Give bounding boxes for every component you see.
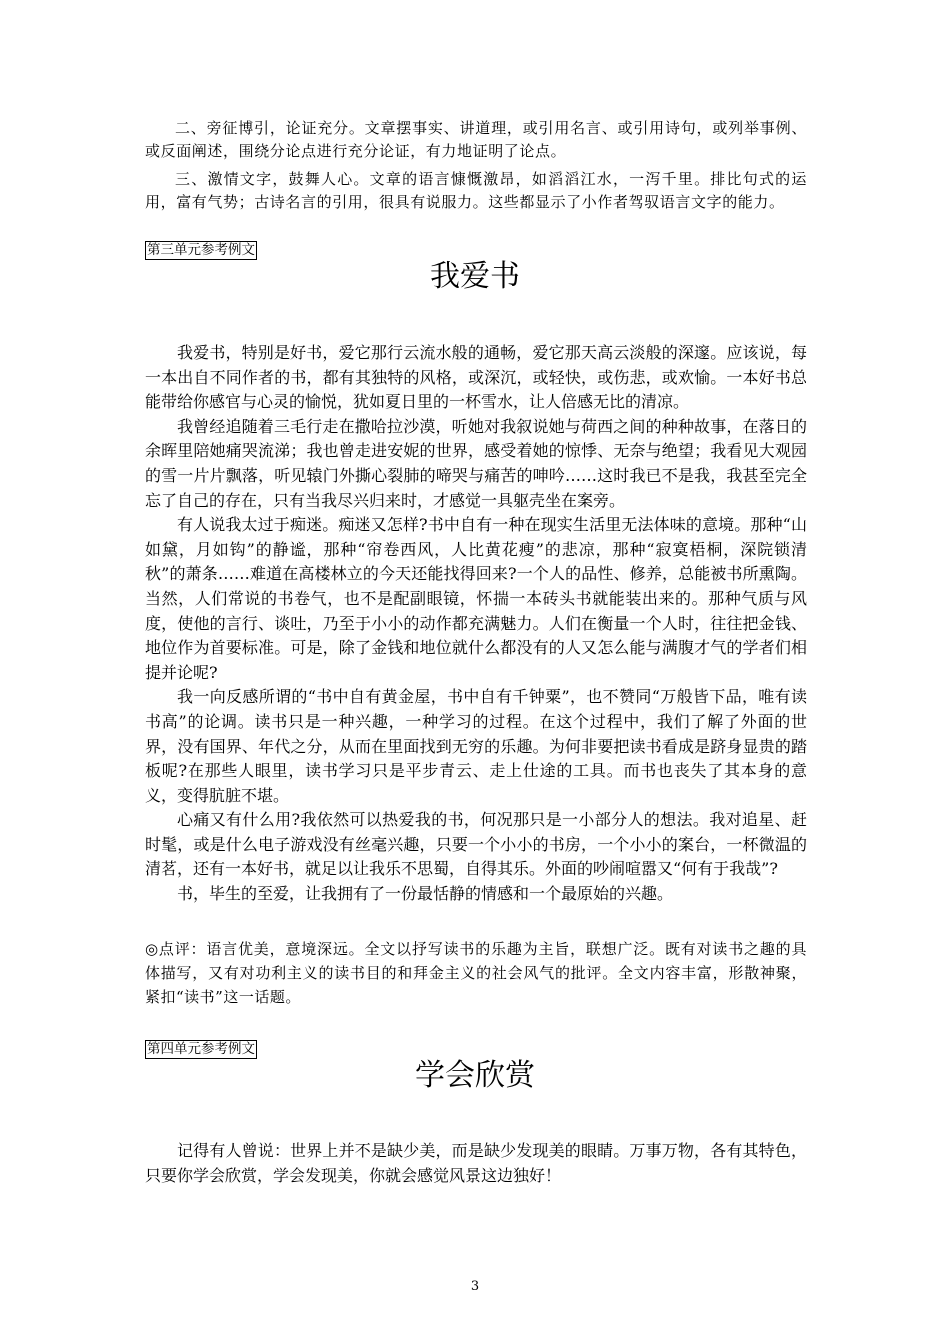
page-number: 3 xyxy=(470,1279,480,1294)
essay-paragraph: 我爱书，特别是好书，爱它那行云流水般的通畅，爱它那天高云淡般的深邃。应该说，每一本出自不同作者的书，都有其独特的风格，或深沉，或轻快，或伤悲，或欢愉。一本好书总能带给你感官与心灵的愉悦，犹如夏日里的一杯雪水，让人倍感无比的清凉。 xyxy=(145,343,807,412)
essay-paragraph: 心痛又有什么用?我依然可以热爱我的书，何况那只是一小部分人的想法。我对追星、赶时髦，或是什么电子游戏没有丝毫兴趣，只要一个小小的书房，一个小小的案台，一杯微温的清茗，还有一本好书，就足以让我乐不思蜀，自得其乐。外面的吵闹喧嚣又“何有于我哉”? xyxy=(145,810,807,879)
intro-text xyxy=(145,117,807,214)
essay-paragraph: 我一向反感所谓的“书中自有黄金屋，书中自有千钟粟”，也不赞同“万般皆下品，唯有读书高”的论调。读书只是一种兴趣，一种学习的过程。在这个过程中，我们了解了外面的世界，没有国界、年代之分，从而在里面找到无穷的乐趣。为何非要把读书看成是跻身显贵的踏板呢?在那些人眼里，读书学习只是平步青云、走上仕途的工具。而书也丧失了其本身的意义，变得肮脏不堪。 xyxy=(145,687,807,805)
intro-paragraph: 三、激情文字，鼓舞人心。文章的语言慷慨激昂，如滔滔江水，一泻千里。排比句式的运用，富有气势；古诗名言的引用，很具有说服力。这些都显示了小作者驾驭语言文字的能力。 xyxy=(145,170,807,211)
section3-tag: 第三单元参考例文 xyxy=(147,242,255,258)
section3-comment xyxy=(145,937,807,1009)
section4-title: 学会欣赏 xyxy=(415,1058,535,1093)
intro-paragraph: 二、旁征博引，论证充分。文章摆事实、讲道理，或引用名言、或引用诗句，或列举事例、或反面阐述，围绕分论点进行充分论证，有力地证明了论点。 xyxy=(145,119,807,160)
section3-title: 我爱书 xyxy=(430,259,520,294)
essay-paragraph: 记得有人曾说：世界上并不是缺少美，而是缺少发现美的眼睛。万事万物，各有其特色，只要你学会欣赏，学会发现美，你就会感觉风景这边独好！ xyxy=(145,1141,807,1185)
essay-paragraph: 有人说我太过于痴迷。痴迷又怎样?书中自有一种在现实生活里无法体味的意境。那种“山如黛，月如钩”的静谧，那种“帘卷西风，人比黄花瘦”的悲凉，那种“寂寞梧桐，深院锁清秋”的萧条……难道在高楼林立的今天还能找得回来?一个人的品性、修养，总能被书所熏陶。当然，人们常说的书卷气，也不是配副眼镜，怀揣一本砖头书就能装出来的。那种气质与风度，使他的言行、谈吐，乃至于小小的动作都充满魅力。人们在衡量一个人时，往往把金钱、地位作为首要标准。可是，除了金钱和地位就什么都没有的人又怎么能与满腹才气的学者们相提并论呢? xyxy=(145,515,807,682)
section3-essay xyxy=(145,341,807,907)
comment-text: ◎点评：语言优美，意境深远。全文以抒写读书的乐趣为主旨，联想广泛。既有对读书之趣的具体描写，又有对功利主义的读书目的和拜金主义的社会风气的批评。全文内容丰富，形散神聚，紧扣“读书”这一话题。 xyxy=(145,940,807,1006)
section4-essay xyxy=(145,1139,807,1188)
essay-paragraph: 我曾经追随着三毛行走在撒哈拉沙漠，听她对我叙说她与荷西之间的种种故事，在落日的余晖里陪她痛哭流涕；我也曾走进安妮的世界，感受着她的惊悸、无奈与绝望；我看见大观园的雪一片片飘落，听见辕门外撕心裂肺的啼哭与痛苦的呻吟……这时我已不是我，我甚至完全忘了自己的存在，只有当我尽兴归来时，才感觉一具躯壳坐在案旁。 xyxy=(145,416,807,510)
essay-paragraph: 书，毕生的至爱，让我拥有了一份最恬静的情感和一个最原始的兴趣。 xyxy=(177,884,674,904)
section4-tag: 第四单元参考例文 xyxy=(147,1041,255,1057)
